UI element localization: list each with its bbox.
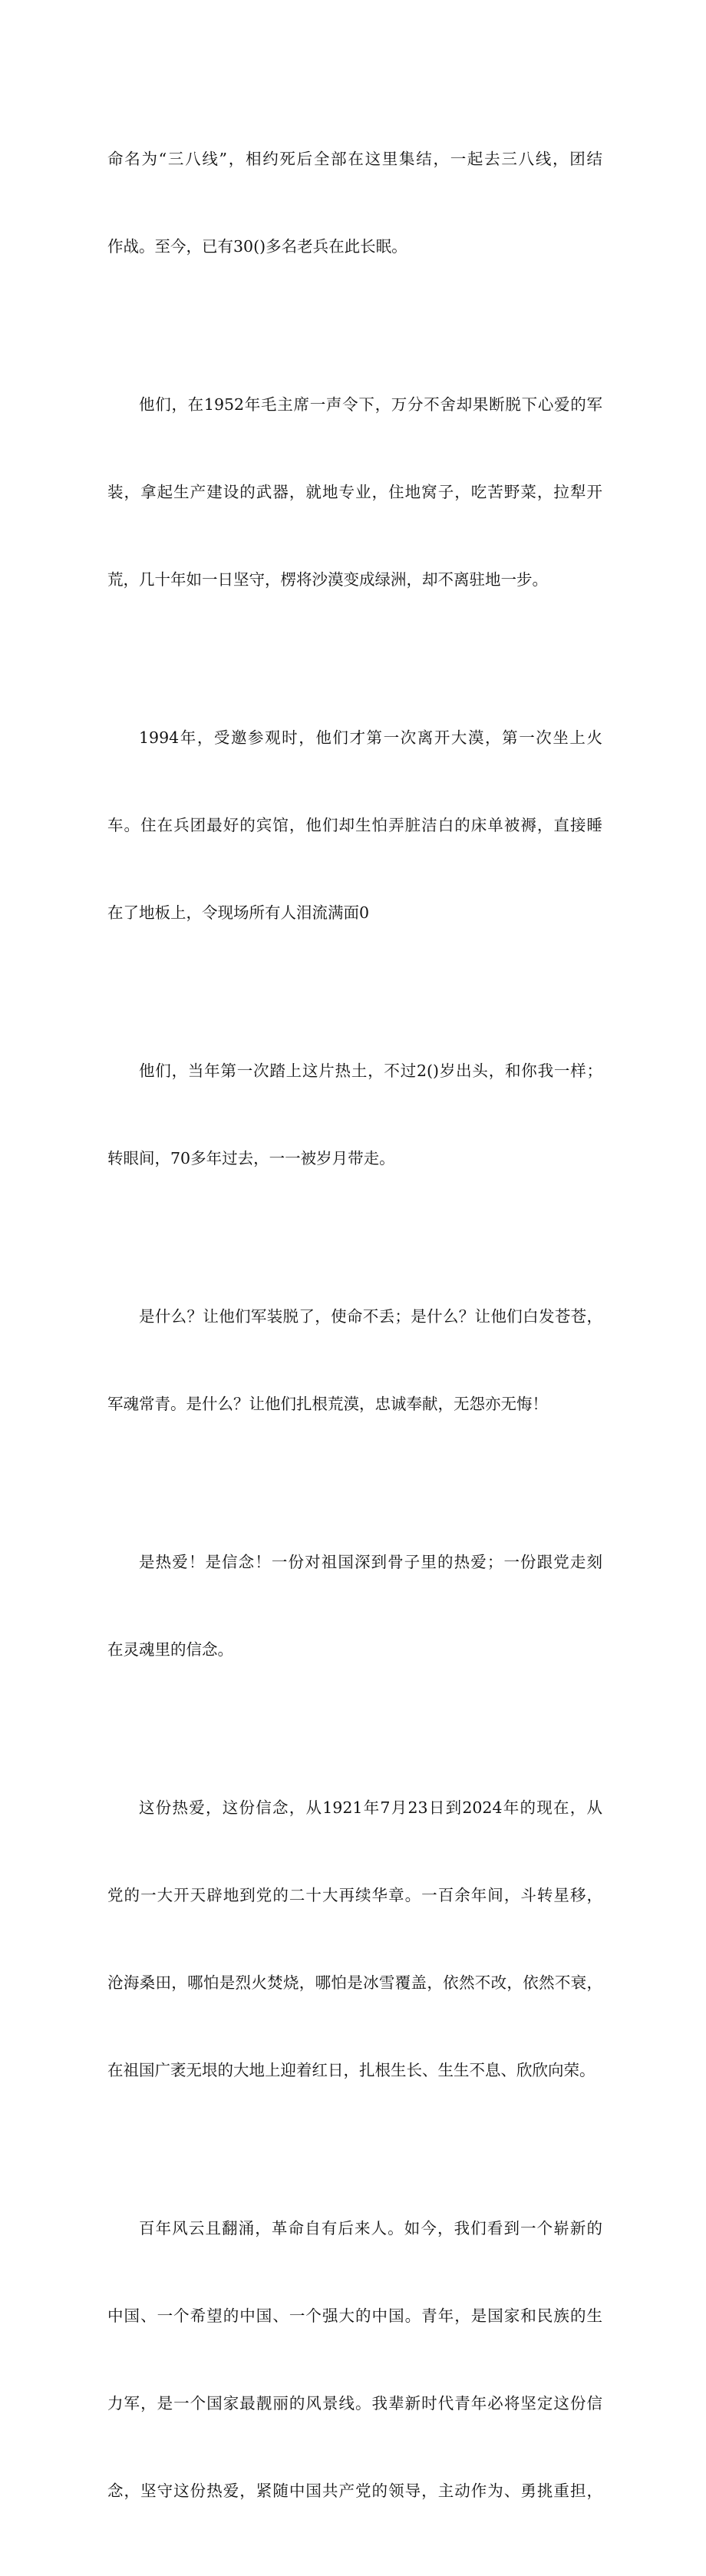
text-line: 百年风云且翻涌，革命自有后来人。如今，我们看到一个崭新的 [139, 2219, 602, 2237]
document-body [107, 86, 602, 2576]
text-line: 这份热爱，这份信念，从1921年7月23日到2024年的现在，从 [139, 1798, 602, 1817]
text-line: 作战。至今，已有30()多名老兵在此长眠。 [107, 237, 407, 256]
paragraph-4 [107, 998, 602, 1231]
text-line: 他们，当年第一次踏上这片热土，不过2()岁出头，和你我一样； [139, 1062, 602, 1080]
text-line: 在了地板上，令现场所有人泪流满面0 [107, 903, 370, 922]
text-line: 党的一大开天辟地到党的二十大再续华章。一百余年间，斗转星移， [107, 1886, 602, 1904]
text-line: 军魂常青。是什么？让他们扎根荒漠，忠诚奉献，无怨亦无悔！ [107, 1395, 548, 1413]
paragraph-3 [107, 665, 602, 986]
text-line: 转眼间，70多年过去，一一被岁月带走。 [107, 1149, 395, 1167]
text-line: 中国、一个希望的中国、一个强大的中国。青年，是国家和民族的生 [107, 2307, 602, 2325]
text-line: 是热爱！是信念！一份对祖国深到骨子里的热爱；一份跟党走刻 [139, 1553, 602, 1571]
paragraph-5 [107, 1243, 602, 1477]
paragraph-2 [107, 332, 602, 652]
text-line: 沧海桑田，哪怕是烈火焚烧，哪怕是冰雪覆盖，依然不改，依然不衰， [107, 1973, 602, 1992]
text-line: 装，拿起生产建设的武器，就地专业，住地窝子，吃苦野菜，拉犁开 [107, 483, 602, 501]
text-line: 命名为“三八线”，相约死后全部在这里集结，一起去三八线，团结 [107, 150, 602, 168]
text-line: 是什么？让他们军装脱了，使命不丢；是什么？让他们白发苍苍， [139, 1307, 602, 1326]
text-line: 力军，是一个国家最靓丽的风景线。我辈新时代青年必将坚定这份信 [107, 2394, 602, 2413]
text-line: 车。住在兵团最好的宾馆，他们却生怕弄脏洁白的床单被褥，直接睡 [107, 816, 602, 834]
text-line: 荒，几十年如一日坚守，楞将沙漠变成绿洲，却不离驻地一步。 [107, 570, 548, 589]
text-line: 在祖国广袤无垠的大地上迎着红日，扎根生长、生生不息、欣欣向荣。 [107, 2061, 595, 2079]
paragraph-8 [107, 2155, 602, 2564]
paragraph-6 [107, 1489, 602, 1722]
text-line: 念，坚守这份热爱，紧随中国共产党的领导，主动作为、勇挑重担， [107, 2482, 602, 2500]
text-line: 1994年，受邀参观时，他们才第一次离开大漠，第一次坐上火 [139, 728, 602, 747]
text-line: 他们，在1952年毛主席一声令下，万分不舍却果断脱下心爱的军 [139, 395, 602, 414]
paragraph-1 [107, 86, 602, 319]
paragraph-7 [107, 1735, 602, 2143]
text-line: 在灵魂里的信念。 [107, 1640, 233, 1659]
